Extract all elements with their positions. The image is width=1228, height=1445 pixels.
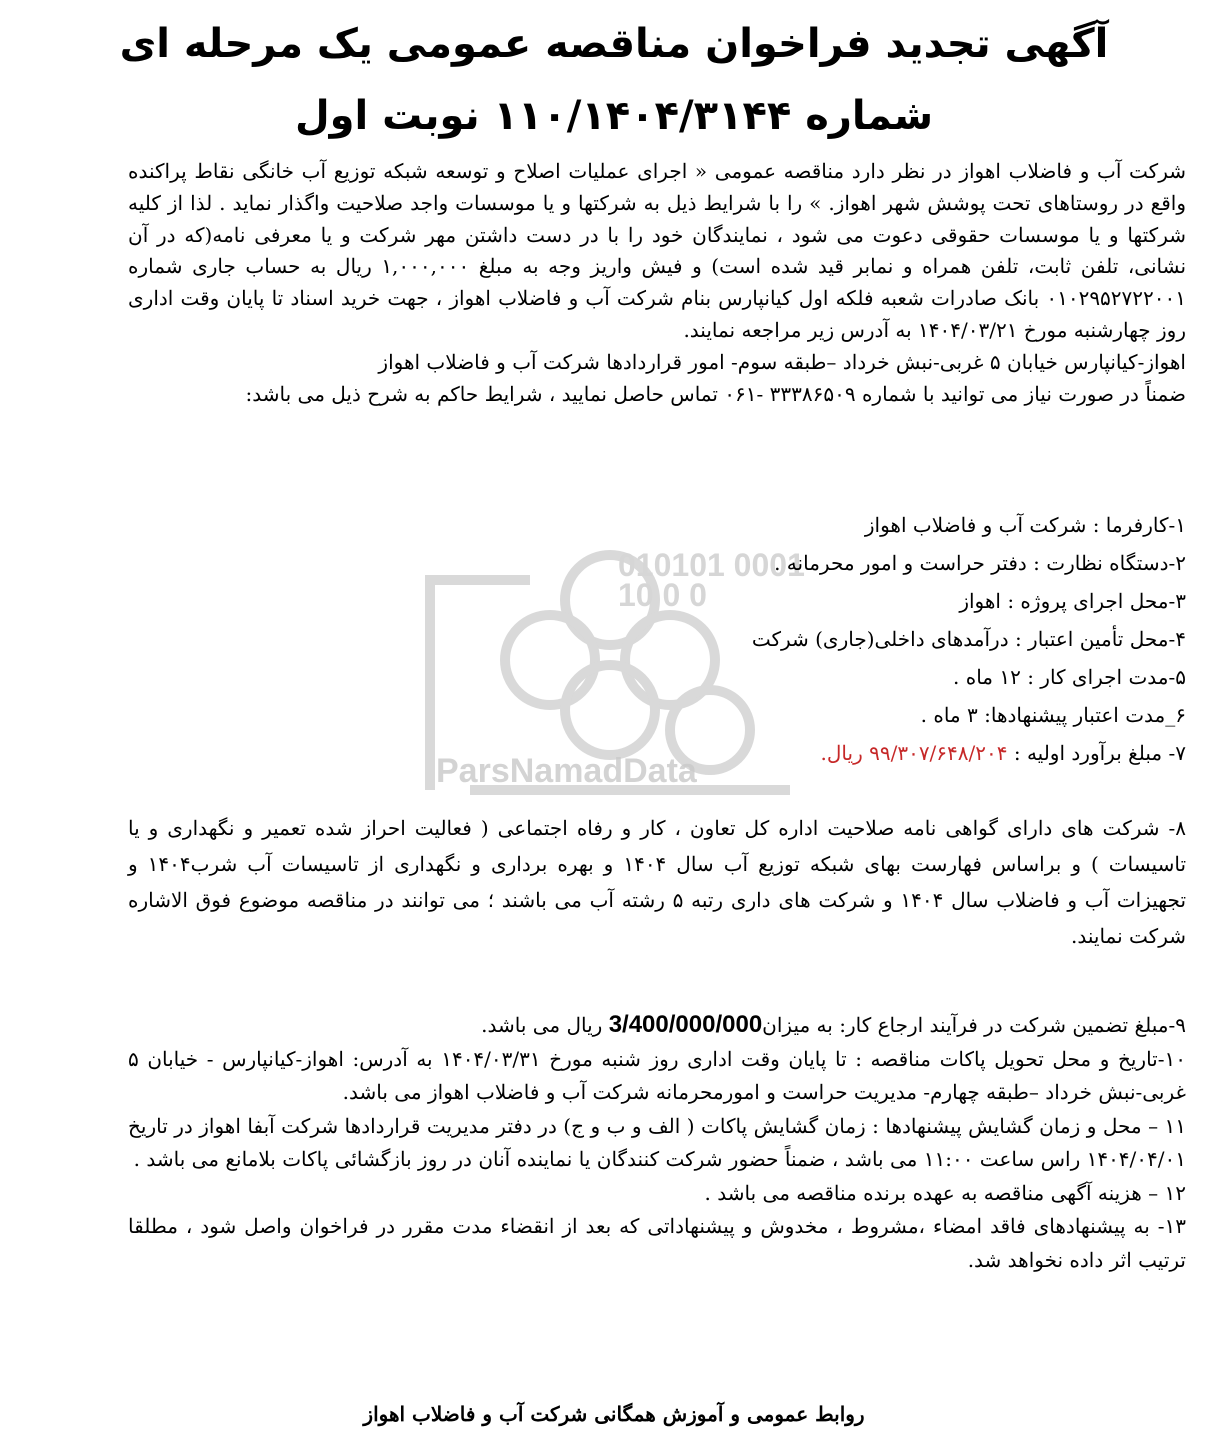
watermark-digits: 010101 0001 10 0 0	[618, 547, 805, 613]
estimate-label: ۷- مبلغ برآورد اولیه :	[1007, 741, 1186, 765]
condition-item: ۱-کارفرما : شرکت آب و فاضلاب اهواز	[864, 513, 1186, 537]
condition-item-qualification: ۸- شرکت های دارای گواهی نامه صلاحیت اداره کل تعاون ، کار و رفاه اجتماعی ( فعالیت احراز شده تعمیر و نگهداری و یا تاسیسات ) و براساس فهارست بهای شبکه توزیع آب سال ۱۴۰۴ و بهره برداری و نگهداری از تاسیسات آب شرب۱۴۰۴ و تجهیزات آب و فاضلاب سال ۱۴۰۴ و شرکت های داری رتبه ۵ رشته آب می باشند ؛ می توانند در مناقصه موضوع فوق الاشاره شرکت نمایند.	[128, 816, 1187, 948]
intro-section	[128, 156, 1186, 410]
intro-paragraph: شرکت آب و فاضلاب اهواز در نظر دارد مناقصه عمومی « اجرای عملیات اصلاح و توسعه شبکه توزیع آب خانگی نقاط پراکنده واقع در روستاهای تحت پوشش شهر اهواز. » را با شرایط ذیل به شرکتها و یا موسسات واجد صلاحیت واگذار نماید . لذا از کلیه شرکتها و یا موسسات حقوقی دعوت می شود ، نمایندگان خود را با در دست داشتن مهر شرکت و یا معرفی نامه(که در آن نشانی، تلفن ثابت، تلفن همراه و نمابر قید شده است) و فیش واریز وجه به مبلغ ۱,۰۰۰,۰۰۰ ریال به حساب جاری شماره ۰۱۰۲۹۵۲۷۲۲۰۰۱ بانک صادرات شعبه فلکه اول کیانپارس بنام شرکت آب و فاضلاب اهواز ، جهت خرید اسناد تا پایان وقت اداری روز چهارشنبه مورخ ۱۴۰۴/۰۳/۲۱ به آدرس زیر مراجعه نمایند.	[128, 159, 1187, 342]
condition-item: ۴-محل تأمین اعتبار : درآمدهای داخلی(جاری) شرکت	[751, 627, 1186, 651]
notice-number: شماره ۱۱۰/۱۴۰۴/۳۱۴۴ نوبت اول	[294, 93, 934, 139]
condition-item-cost: ۱۲ – هزینه آگهی مناقصه به عهده برنده مناقصه می باشد .	[704, 1180, 1186, 1205]
intro-address: اهواز-کیانپارس خیابان ۵ غربی-نبش خرداد –طبقه سوم- امور قراردادها شرکت آب و فاضلاب اهواز	[378, 349, 1186, 374]
condition-item: ۶_مدت اعتبار پیشنهادها: ۳ ماه .	[920, 703, 1186, 727]
guarantee-unit: ریال می باشد.	[481, 1013, 609, 1037]
condition-item-guarantee	[128, 1008, 1186, 1043]
condition-item-delivery: ۱۰-تاریخ و محل تحویل پاکات مناقصه : تا پایان وقت اداری روز شنبه مورخ ۱۴۰۴/۰۳/۳۱ به آدرس: اهواز-کیانپارس - خیابان ۵ غربی-نبش خرداد –طبقه چهارم- مدیریت حراست و امورمحرمانه شرکت آب و فاضلاب اهواز می باشد.	[128, 1046, 1186, 1104]
guarantee-amount: 3/400/000/000	[608, 1011, 763, 1038]
condition-item-opening: ۱۱ – محل و زمان گشایش پیشنهادها : زمان گشایش پاکات ( الف و ب و ج) در دفتر مدیریت قراردادها شرکت آبفا اهواز در تاریخ ۱۴۰۴/۰۴/۰۱ راس ساعت ۱۱:۰۰ می باشد ، ضمناً حضور شرکت کنندگان یا نماینده آنان در روز بازگشائی پاکات بلامانع می باشد .	[128, 1113, 1186, 1171]
condition-item-rejection: ۱۳- به پیشنهادهای فاقد امضاء ،مشروط ، مخدوش و پیشنهاداتی که بعد از انقضاء مدت مقرر در فراخوان واصل شود ، مطلقا ترتیب اثر داده نخواهد شد.	[128, 1214, 1186, 1272]
guarantee-label: ۹-مبلغ تضمین شرکت در فرآیند ارجاع کار: به میزان	[762, 1013, 1186, 1037]
watermark-brand: ParsNamadData	[436, 752, 697, 790]
condition-item-estimate	[128, 734, 1186, 772]
conditions-list-continued	[128, 1008, 1186, 1277]
conditions-list	[128, 506, 1186, 772]
notice-title: آگهی تجدید فراخوان مناقصه عمومی یک مرحله ای	[119, 21, 1109, 67]
intro-contact: ضمناً در صورت نیاز می توانید با شماره ۳۳۳۸۶۵۰۹ -۰۶۱ تماس حاصل نمایید ، شرایط حاکم به شرح ذیل می باشد:	[245, 381, 1186, 406]
condition-item: ۵-مدت اجرای کار : ۱۲ ماه .	[953, 665, 1186, 689]
estimate-amount: ۹۹/۳۰۷/۶۴۸/۲۰۴ ریال.	[820, 741, 1008, 765]
condition-item: ۳-محل اجرای پروژه : اهواز	[959, 589, 1186, 613]
condition-item: ۲-دستگاه نظارت : دفتر حراست و امور محرمانه .	[774, 551, 1186, 575]
footer-signature: روابط عمومی و آموزش همگانی شرکت آب و فاضلاب اهواز	[363, 1402, 865, 1426]
